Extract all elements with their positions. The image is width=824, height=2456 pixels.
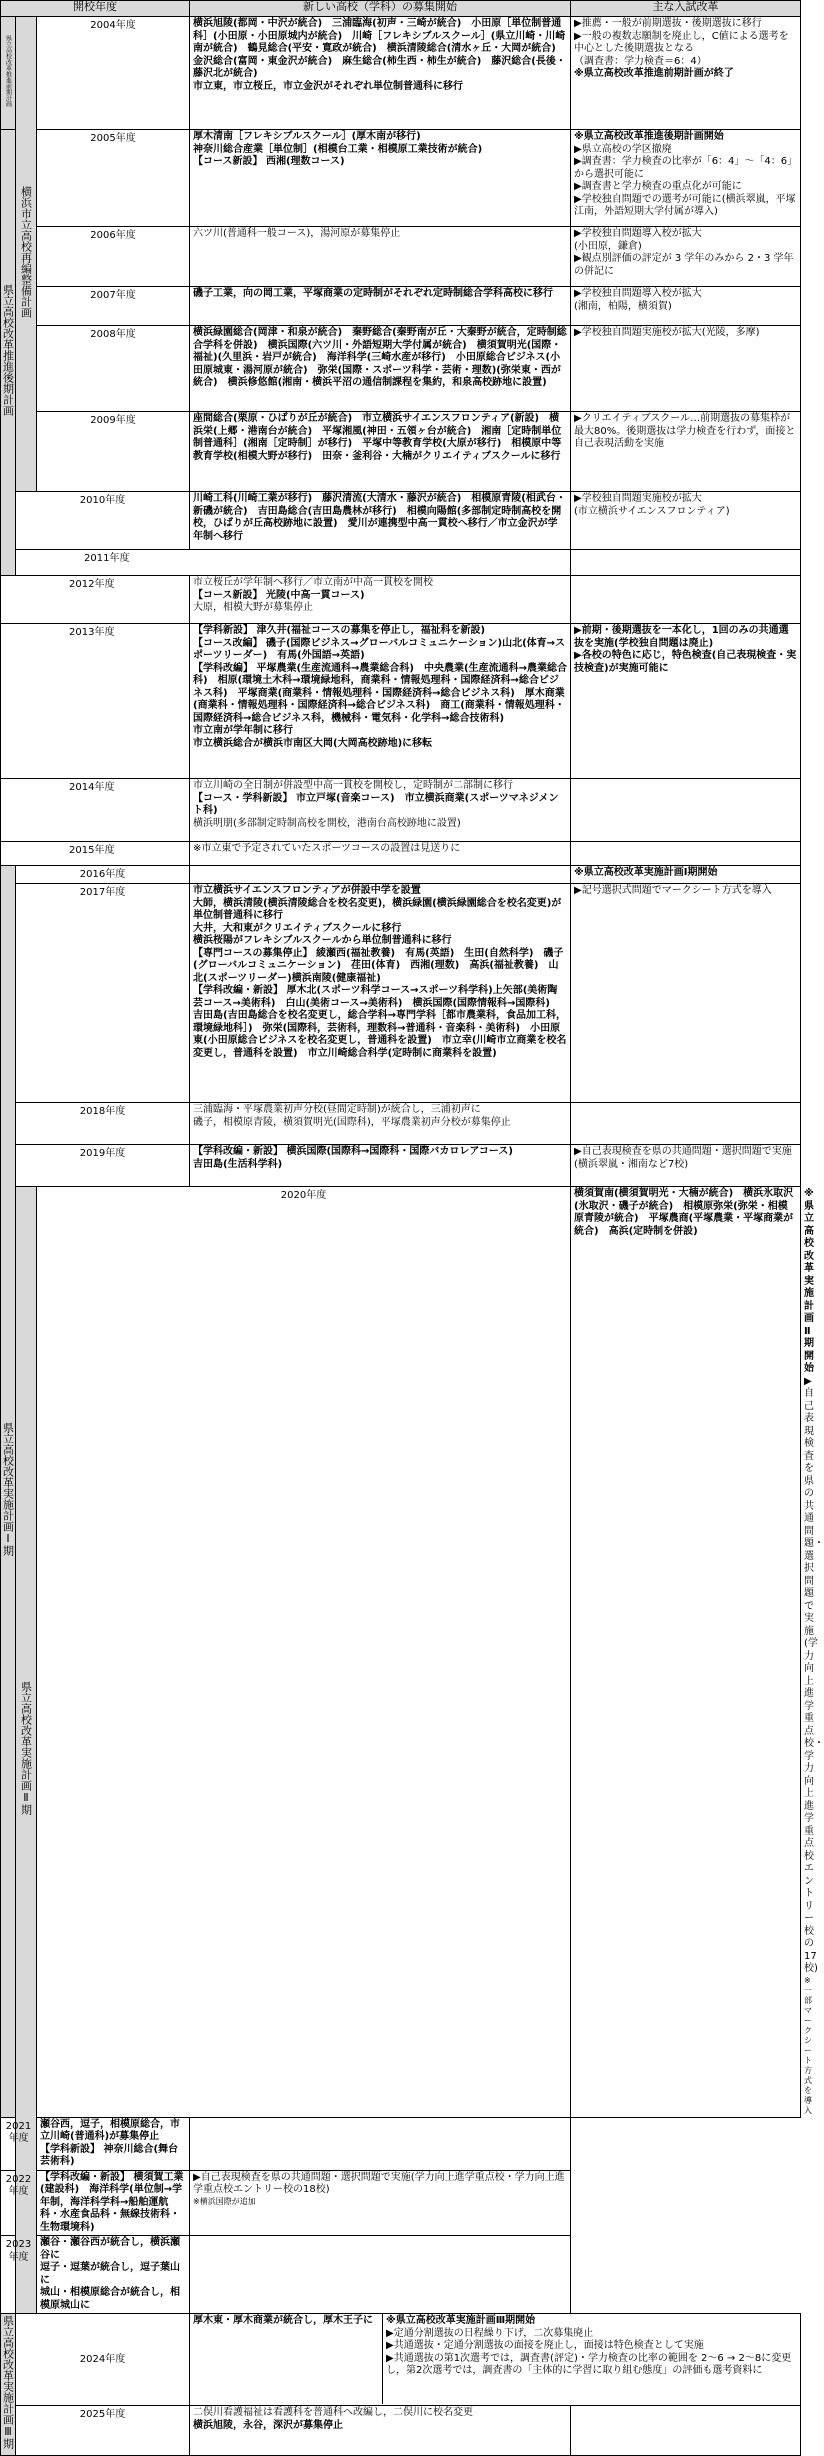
table-row: [1, 287, 801, 326]
schools-cell: [190, 866, 571, 884]
schools-cell: 川崎工科(川崎工業が移行) 藤沢清流(大清水・藤沢が統合) 相模原青陵(相武台・新磯が統合) 吉田島総合(吉田島農林が移行) 相模向陽館(多部制定時制高校を開校，ひばりが丘高校跡地に設置) 愛川が連携型中高一貫校へ移行／市立金沢が学年制へ移行: [190, 492, 571, 550]
year-cell: 2011年度: [16, 550, 571, 576]
exam-cell: ▶記号選択式問題でマークシート方式を導入: [571, 884, 801, 1103]
table-row: [1, 2170, 801, 2236]
table-row: [1, 2314, 801, 2406]
plan-label-impl2: 県立高校改革実施計画Ⅱ期: [16, 1187, 37, 2314]
table-row: 県立高校改革実施計画Ⅱ期 2020年度 横須賀南(横須賀明光・大楠が統合) 横浜氷取沢(氷取沢・磯子が統合) 相模原弥栄(弥栄・相模原青陵が統合) 平塚農商(平塚農業・平塚商業が統合) 高浜(定時制を併設) ※県立高校改革実施計画Ⅱ期開始 ▶自己表現検査を県の共通問題・選択問題で実施(学力向上進学重点校・学力向上進学重点校エントリー校の17校) ※一部マークシート方式を導入: [1, 1187, 801, 2118]
schools-cell: ※市立東で予定されていたスポーツコースの設置は見送りに: [190, 842, 571, 866]
year-cell: 2025年度: [16, 2406, 190, 2456]
exam-cell: [571, 576, 801, 624]
year-cell: 2018年度: [16, 1103, 190, 1145]
exam-cell: [571, 1103, 801, 1145]
table-row: [1, 2236, 801, 2314]
schools-cell: 市立横浜サイエンスフロンティアが併設中学を設置 大師，横浜清陵(横浜清陵総合を校名変更)，横浜緑園(横浜緑園総合を校名変更)が単位制普通科に移行 大井，大和東がクリエイティブスクールに移行 横浜桜陽がフレキシブルスクールから単位制普通科に移行 【専門コースの募集停止】 綾瀬西(福祉教養) 有馬(英語) 生田(自然科学) 磯子(グローバルコミュニケーション) 荏田(体育) 西湘(理数) 高浜(福祉教養) 山北(スポーツリーダー)横浜南陵(健康福祉) 【学科改編・新設】 厚木北(スポーツ科学コース→スポーツ科学科)上矢部(美術陶芸コース→美術科) 白山(美術コース→美術科) 横浜国際(国際情報科→国際科) 吉田島(吉田島総合を校名変更し，総合学科→専門学科［都市農業科，食品加工科，環境緑地科］) 弥栄(国際科，芸術科，理数科→普通科・音楽科・美術科) 小田原東(小田原総合ビジネスを校名変更し，普通科を設置) 市立幸(川崎市立商業を校名変更し，普通科を設置) 市立川崎総合科学(定時制に商業科を設置): [190, 884, 571, 1103]
schools-cell: [571, 550, 801, 576]
table-row: [1, 412, 801, 492]
schools-exam-cell: [190, 2314, 801, 2406]
table-row: [1, 866, 801, 884]
year-cell: 2007年度: [37, 287, 190, 326]
exam-cell: [571, 842, 801, 866]
schools-cell: 六ツ川(普通科一般コース)，湯河原が募集停止: [190, 227, 571, 287]
exam-cell: [190, 2236, 571, 2314]
schools-cell: 厚木東・厚木商業が統合し，厚木王子に: [190, 2314, 383, 2404]
exam-cell: ※県立高校改革推進後期計画開始 ▶県立高校の学区撤廃 ▶調査書：学力検査の比率が「6：4」〜「4：6」から選択可能に ▶調査書と学力検査の重点化が可能に ▶学校独自問題での選考が可能に(横浜翠嵐，平塚江南，外語短期大学付属が導入): [571, 130, 801, 227]
year-cell: 2021年度: [1, 2117, 37, 2170]
table-row: [1, 576, 801, 624]
header-year: 開校年度: [1, 1, 190, 17]
exam-cell: [571, 2406, 801, 2456]
plan-label-impl3: 県立高校改革実施計画Ⅲ期: [1, 2314, 16, 2456]
exam-cell: ▶前期・後期選抜を一本化し，1回のみの共通選抜を実施(学校独自問題は廃止) ▶各校の特色に応じ，特色検査(自己表現検査・実技検査)が実施可能に: [571, 624, 801, 779]
exam-cell: ※県立高校改革実施計画Ⅲ期開始 ▶定通分割選抜の日程繰り下げ，二次募集廃止 ▶共通選抜・定通分割選抜の面接を廃止し，面接は特色検査として実施 ▶共通選抜の第1次選考では，調査書(評定)・学力検査の比率の範囲を 2〜6 → 2〜8に変更し，第2次選考では，調査書の「主体的に学習に取り組む態度」の評価も選考資料に: [386, 2315, 792, 2376]
table-row: [1, 779, 801, 842]
year-cell: 2006年度: [37, 227, 190, 287]
table-row: [1, 1103, 801, 1145]
table-row: [1, 2406, 801, 2456]
schools-cell: 【学科改編・新設】 横須賀工業(建設科) 海洋科学(単位制→学年制，海洋科学科→船舶運航科・水産食品科・無線技術科・生物環境科): [37, 2170, 190, 2236]
table-row: [1, 842, 801, 866]
year-cell: 2008年度: [37, 326, 190, 412]
year-cell: 2023年度: [1, 2236, 37, 2314]
schools-cell: 磯子工業，向の岡工業，平塚商業の定時制がそれぞれ定時制総合学科高校に移行: [190, 287, 571, 326]
year-cell: 2017年度: [16, 884, 190, 1103]
plan-label-early: 県立高校改革推進前期計画: [1, 17, 16, 130]
header-exam: 主な入試改革: [571, 1, 801, 17]
exam-cell: ▶学校独自問題実施校が拡大 (市立横浜サイエンスフロンティア): [571, 492, 801, 550]
schools-cell: 横須賀南(横須賀明光・大楠が統合) 横浜氷取沢(氷取沢・磯子が統合) 相模原弥栄(弥栄・相模原青陵が統合) 平塚農商(平塚農業・平塚商業が統合) 高浜(定時制を併設): [571, 1187, 801, 2118]
header-schools: 新しい高校（学科）の募集開始: [190, 1, 571, 17]
table-row: [1, 326, 801, 412]
exam-cell: ※県立高校改革実施計画Ⅰ期開始: [571, 866, 801, 884]
year-cell: 2012年度: [1, 576, 190, 624]
exam-cell: ▶学校独自問題導入校が拡大 (湘南，柏陽，横須賀): [571, 287, 801, 326]
year-cell: 2016年度: [16, 866, 190, 884]
table-row: [1, 550, 801, 576]
table-row: [1, 227, 801, 287]
table-row: [1, 624, 801, 779]
plan-label-impl1: 県立高校改革実施計画Ⅰ期: [1, 866, 16, 2118]
exam-cell: ▶学校独自問題導入校が拡大 (小田原，鎌倉) ▶観点別評価の評定が 3 学年のみから 2・3 学年の併記に: [571, 227, 801, 287]
exam-cell: [571, 779, 801, 842]
year-cell: 2004年度: [37, 17, 190, 130]
schools-cell: 横浜緑園総合(岡津・和泉が統合) 秦野総合(秦野南が丘・大秦野が統合，定時制総合学科を併設) 横浜国際(六ツ川・外語短期大学付属が統合) 横須賀明光(国際・福祉)(久里浜・岩戸が統合) 海洋科学(三崎水産が移行) 小田原総合ビジネス(小田原城東・湯河原が統合) 弥栄(国際・スポーツ科学・芸術・理数)(弥栄東・西が統合) 横浜修悠館(湘南・横浜平沼の通信制課程を集約，和泉高校跡地に設置): [190, 326, 571, 412]
year-cell: 2015年度: [1, 842, 190, 866]
schools-cell: 三浦臨海・平塚農業初声分校(昼間定時制)が統合し，三浦初声に 磯子，相模原青陵，横須賀明光(国際科)，平塚農業初声分校が募集停止: [190, 1103, 571, 1145]
year-cell: 2019年度: [16, 1145, 190, 1187]
schools-cell: 市立桜丘が学年制へ移行／市立南が中高一貫校を開校 【コース新設】 光陵(中高一貫コース) 大原，相模大野が募集停止: [190, 576, 571, 624]
table-row: [1, 130, 801, 227]
exam-cell: ▶クリエイティブスクール…前期選抜の募集枠が最大80%。後期選抜は学力検査を行わず，面接と自己表現活動を実施: [571, 412, 801, 492]
year-cell: 2014年度: [1, 779, 190, 842]
schools-cell: 二俣川看護福祉は看護科を普通科へ改編し，二俣川に校名変更 横浜旭陵，永谷，深沢が募集停止: [190, 2406, 571, 2456]
schools-cell: 【学科新設】 津久井(福祉コースの募集を停止し，福祉科を新設) 【コース改編】 磯子(国際ビジネス→グローバルコミュニケーション)山北(体育→スポーツリーダー) 有馬(外国語→英語) 【学科改編】 平塚農業(生産流通科→農業総合科) 中央農業(生産流通科→農業総合科) 相原(環境土木科→環境緑地科，商業科・情報処理科・国際経済科→総合ビジネス科) 平塚商業(商業科・情報処理科・国際経済科→総合ビジネス科) 厚木商業(商業科・情報処理科・国際経済科→総合ビジネス科) 商工(商業科・情報処理科・国際経済科→総合ビジネス科，機械科・電気科・化学科→総合技術科) 市立南が学年制に移行 市立横浜総合が横浜市南区大岡(大岡高校跡地)に移転: [190, 624, 571, 779]
table-row: [1, 17, 801, 130]
table-row: [1, 884, 801, 1103]
year-cell: 2010年度: [16, 492, 190, 550]
schools-cell: 座間総合(栗原・ひばりが丘が統合) 市立横浜サイエンスフロンティア(新設) 横浜栄(上郷・港南台が統合) 平塚湘風(神田・五領ヶ台が統合) 湘南［定時制単位制普通科］(湘南［定時制］が移行) 平塚中等教育学校(大原が移行) 相模原中等教育学校(相模大野が移行) 田奈・釜利谷・大楠がクリエイティブスクールに移行: [190, 412, 571, 492]
table-row: [1, 2117, 801, 2170]
exam-cell: ▶推薦・一般が前期選抜・後期選抜に移行 ▶一般の複数志願制を廃止し，C値による選考を中心とした後期選抜となる （調査書：学力検査＝6：4） ※県立高校改革推進前期計画が終了: [571, 17, 801, 130]
table-row: [1, 492, 801, 550]
schools-cell: 【学科改編・新設】 横浜国際(国際科→国際科・国際バカロレアコース) 吉田島(生活科学科): [190, 1145, 571, 1187]
schools-cell: 横浜旭陵(都岡・中沢が統合) 三浦臨海(初声・三崎が統合) 小田原［単位制普通科］(小田原・小田原城内が統合) 川崎［フレキシブルスクール］(県立川崎・川崎南が統合) 鶴見総合(平安・寛政が統合) 横浜清陵総合(清水ヶ丘・大岡が統合) 金沢総合(富岡・東金沢が統合) 麻生総合(柿生西・柿生が統合) 藤沢総合(長後・藤沢北が統合) 市立東，市立桜丘，市立金沢がそれぞれ単位制普通科に移行: [190, 17, 571, 130]
plan-label-yokohama: 横浜市立高校再編整備計画: [16, 17, 37, 492]
year-cell: 2005年度: [37, 130, 190, 227]
year-cell: 2020年度: [37, 1187, 571, 2118]
year-cell: 2009年度: [37, 412, 190, 492]
schools-cell: 厚木清南［フレキシブルスクール］(厚木南が移行) 神奈川総合産業［単位制］(相模台工業・相模原工業技術が統合) 【コース新設】 西湘(理数コース): [190, 130, 571, 227]
year-cell: 2013年度: [1, 624, 190, 779]
table-row: [1, 1145, 801, 1187]
year-cell: 2024年度: [16, 2314, 190, 2406]
exam-cell: ▶学校独自問題実施校が拡大(光陵，多摩): [571, 326, 801, 412]
exam-cell: ▶自己表現検査を県の共通問題・選択問題で実施(横浜翠嵐・湘南など7校): [571, 1145, 801, 1187]
year-cell: 2022年度: [1, 2170, 37, 2236]
header-row: [1, 1, 801, 17]
exam-cell: [190, 2117, 571, 2170]
exam-cell: ▶自己表現検査を県の共通問題・選択問題で実施(学力向上進学重点校・学力向上進学重点校エントリー校の18校) ※横浜国際が追加: [190, 2170, 571, 2236]
plan-label-late: 県立高校改革推進後期計画: [1, 130, 16, 576]
schools-cell: 瀬谷・瀬谷西が統合し，横浜瀬谷に 逗子・逗葉が統合し，逗子葉山に 城山・相模原総合が統合し，相模原城山に: [37, 2236, 190, 2314]
schools-cell: 市立川崎の全日制が併設型中高一貫校を開校し，定時制が二部制に移行 【コース・学科新設】 市立戸塚(音楽コース) 市立横浜商業(スポーツマネジメント科) 横浜明朋(多部制定時制高校を開校，港南台高校跡地に設置): [190, 779, 571, 842]
schools-cell: 瀬谷西，逗子，相模原総合，市立川崎(普通科)が募集停止 【学科新設】 神奈川総合(舞台芸術科): [37, 2117, 190, 2170]
